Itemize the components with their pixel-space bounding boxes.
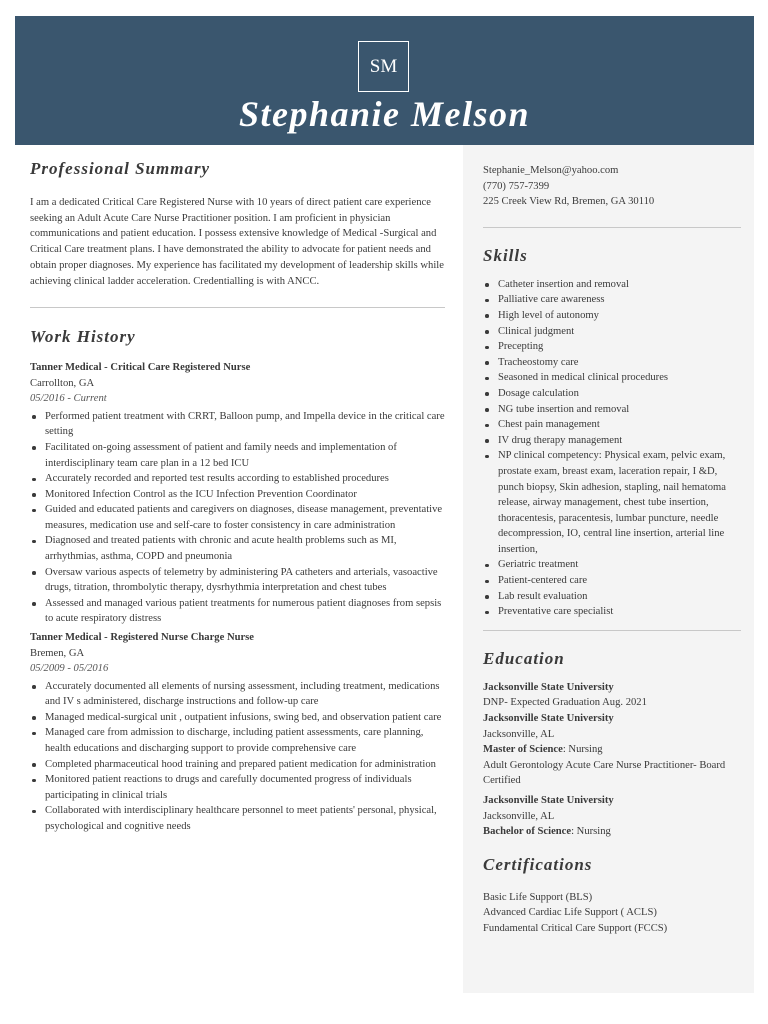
summary-heading: Professional Summary [30, 159, 211, 178]
list-item: Chest pain management [498, 417, 741, 433]
job-location: Bremen, GA [30, 647, 85, 659]
monogram-badge: SM [358, 41, 409, 92]
list-item: Managed medical-surgical unit , outpatient infusions, swing bed, and observation patient care [45, 710, 445, 726]
job-entry [30, 360, 445, 627]
school-name: Jacksonville State University [483, 713, 614, 725]
contact-address: 225 Creek View Rd, Bremen, GA 30110 [483, 196, 655, 208]
list-item: Performed patient treatment with CRRT, Balloon pump, and Impella device in the critical care setting [45, 409, 445, 440]
list-item: NG tube insertion and removal [498, 402, 741, 418]
list-item: Clinical judgment [498, 324, 741, 340]
list-item: Advanced Cardiac Life Support ( ACLS) [483, 907, 657, 919]
job-bullets [30, 679, 445, 835]
list-item: Preventative care specialist [498, 604, 741, 620]
list-item: Managed care from admission to discharge, including patient assessments, care planning, health educations and discharging support to provide comprehensive care [45, 725, 445, 756]
list-item: NP clinical competency: Physical exam, pelvic exam, prostate exam, breast exam, laceration repair, I &D, punch biopsy, Skin adhesion, stapling, nail hematoma release, airway management, chest tube insertion, thoracentesis, paracentesis, lumbar puncture, needle decompression, IO, central line insertion, arterial line insertion, [498, 448, 741, 557]
candidate-name: Stephanie Melson [238, 94, 531, 134]
certifications-heading: Certifications [483, 854, 593, 874]
job-location: Carrollton, GA [30, 377, 95, 389]
list-item: Seasoned in medical clinical procedures [498, 370, 741, 386]
main-column [30, 158, 445, 834]
school-name: Jacksonville State University [483, 681, 614, 693]
list-item: Monitored Infection Control as the ICU Infection Prevention Coordinator [45, 487, 445, 503]
list-item: Completed pharmaceutical hood training and prepared patient medication for administration [45, 757, 445, 773]
list-item: Guided and educated patients and caregivers on diagnoses, disease management, preventative measures, medication use and self-care to foster consistency in care administration [45, 502, 445, 533]
list-item: High level of autonomy [498, 308, 741, 324]
degree-text [483, 742, 741, 758]
degree-label: Master of Science [483, 744, 563, 756]
degree-field: : Nursing [571, 826, 611, 838]
degree-detail: Adult Gerontology Acute Care Nurse Practitioner- Board Certified [483, 759, 726, 787]
school-location: Jacksonville, AL [483, 810, 555, 822]
list-item: Lab result evaluation [498, 589, 741, 605]
job-title: Tanner Medical - Critical Care Registered Nurse [30, 362, 251, 374]
skills-heading: Skills [483, 245, 528, 265]
contact-phone: (770) 757-7399 [483, 180, 550, 192]
section-divider [483, 630, 741, 631]
summary-text: I am a dedicated Critical Care Registered Nurse with 10 years of direct patient care experience seeking an Adult Acute Care Nurse Practitioner position. I am proficient in physician communications and patient education. I possess extensive knowledge of Medical -Surgical and Critical Care treatment plans. I have demonstrated the ability to advocate for patient needs and obtain proper diagnoses. My experience has facilitated my development of leadership skills while achieving clinical ladder acceleration. Credentialling is with ANCC. [30, 197, 444, 287]
degree-text [483, 824, 741, 840]
skills-list [483, 277, 741, 620]
list-item: Precepting [498, 339, 741, 355]
list-item: Assessed and managed various patient treatments for numerous patient diagnoses from sepsis to acute respiratory distress [45, 596, 445, 627]
job-title: Tanner Medical - Registered Nurse Charge Nurse [30, 632, 255, 644]
education-entry [483, 711, 741, 789]
list-item: Geriatric treatment [498, 557, 741, 573]
education-heading: Education [483, 648, 565, 668]
list-item: Accurately documented all elements of nursing assessment, including treatment, medications and IV s administered, discharge instructions and follow-up care [45, 679, 445, 710]
school-location: Jacksonville, AL [483, 728, 555, 740]
list-item: Fundamental Critical Care Support (FCCS) [483, 922, 668, 934]
job-dates: 05/2009 - 05/2016 [30, 663, 109, 675]
list-item: Accurately recorded and reported test results according to established procedures [45, 471, 445, 487]
job-entry [30, 630, 445, 834]
education-entry [483, 680, 741, 711]
work-history-heading: Work History [30, 327, 136, 347]
job-dates: 05/2016 - Current [30, 393, 107, 405]
degree-label: Bachelor of Science [483, 826, 572, 838]
school-name: Jacksonville State University [483, 795, 614, 806]
contact-email: Stephanie_Melson@yahoo.com [483, 165, 619, 176]
degree-field: : Nursing [562, 744, 603, 756]
list-item: Patient-centered care [498, 573, 741, 589]
list-item: Palliative care awareness [498, 292, 741, 308]
list-item: Facilitated on-going assessment of patient and family needs and implementation of interdisciplinary team care plan in a 12 bed ICU [45, 440, 445, 471]
education-entry [483, 793, 741, 840]
list-item: Dosage calculation [498, 386, 741, 402]
section-divider [483, 227, 741, 228]
job-bullets [30, 409, 445, 627]
list-item: Basic Life Support (BLS) [483, 891, 593, 903]
list-item: Catheter insertion and removal [498, 277, 741, 293]
certifications-list [483, 890, 741, 937]
list-item: Collaborated with interdisciplinary healthcare personnel to meet patients' personal, physical, psychological and cognitive needs [45, 803, 445, 834]
sidebar-column [483, 163, 741, 937]
degree-text: DNP- Expected Graduation Aug. 2021 [483, 697, 647, 709]
list-item: IV drug therapy management [498, 433, 741, 449]
list-item: Monitored patient reactions to drugs and carefully documented progress of individuals participating in clinical trials [45, 772, 445, 803]
list-item: Oversaw various aspects of telemetry by administering PA catheters and arterials, vasoactive drugs, titration, thrombolytic therapy, dysrhythmia interpretation and chest tubes [45, 565, 445, 596]
section-divider [30, 307, 445, 308]
list-item: Diagnosed and treated patients with chronic and acute health problems such as MI, arrhythmias, asthma, COPD and pneumonia [45, 533, 445, 564]
list-item: Tracheostomy care [498, 355, 741, 371]
